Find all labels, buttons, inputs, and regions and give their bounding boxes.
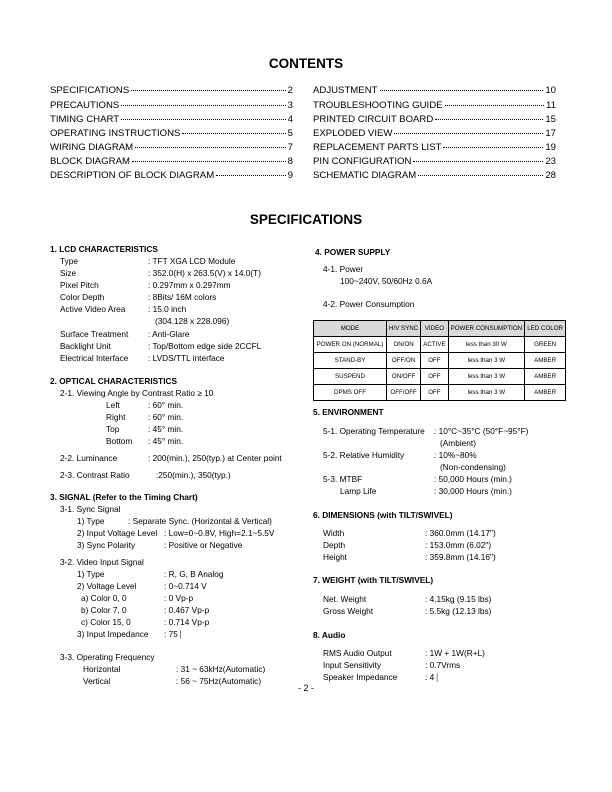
spec-label: a) Color 0, 0: [81, 593, 127, 603]
spec-value: : 0~0.714 V: [164, 581, 207, 591]
spec-label: 2-2. Luminance: [60, 453, 118, 463]
spec-value: : TFT XGA LCD Module: [148, 256, 236, 266]
spec-value: : 56 ~ 75Hz(Automatic): [176, 676, 262, 686]
spec-value: : Separate Sync. (Horizontal & Vertical): [128, 516, 272, 526]
page-number: - 2 -: [297, 683, 314, 693]
table-cell: ON/ON: [387, 337, 421, 353]
spec-value: : 15.0 inch: [148, 304, 187, 314]
weight-heading: 7. WEIGHT (with TILT/SWIVEL): [313, 575, 434, 585]
toc-item[interactable]: PIN CONFIGURATION 23: [313, 156, 556, 167]
spec-label: 2) Voltage Level: [77, 581, 137, 591]
viewing-angle-title: 2-1. Viewing Angle by Contrast Ratio ≥ 10: [60, 388, 214, 398]
spec-label: 5-2. Relative Humidity: [323, 450, 405, 460]
table-cell: AMBER: [525, 385, 566, 401]
spec-value: : 10%~80%: [434, 450, 477, 460]
spec-label: Backlight Unit: [60, 341, 111, 351]
spec-value: :250(min.), 350(typ.): [156, 470, 231, 480]
spec-value: : 0.7Vrms: [425, 660, 461, 670]
spec-value: : Low=0~0.8V, High=2.1~5.5V: [164, 528, 275, 538]
table-cell: SUSPEND: [314, 369, 387, 385]
table-cell: less than 3 W: [448, 369, 525, 385]
table-cell: OFF: [421, 385, 448, 401]
table-cell: ACTIVE: [421, 337, 448, 353]
spec-value: : 360.0mm (14.17"): [425, 528, 496, 538]
table-header-row: [314, 321, 566, 337]
table-row: [314, 337, 566, 353]
spec-label: Vertical: [83, 676, 111, 686]
spec-value: : Top/Bottom edge side 2CCFL: [148, 341, 262, 351]
spec-label: Electrical Interface: [60, 353, 129, 363]
spec-label: Depth: [323, 540, 346, 550]
spec-label: Horizontal: [83, 664, 121, 674]
toc-item[interactable]: BLOCK DIAGRAM 8: [50, 156, 293, 167]
spec-value: : 4 ⎸: [425, 672, 445, 682]
spec-value: : 0.467 Vp-p: [164, 605, 210, 615]
contents-title: CONTENTS: [268, 56, 344, 71]
spec-value: : R, G, B Analog: [164, 569, 224, 579]
spec-label: Surface Treatment: [60, 329, 129, 339]
table-header-cell: MODE: [314, 321, 387, 337]
spec-label: 1) Type: [77, 569, 105, 579]
freq-title: 3-3. Operating Frequency: [60, 652, 155, 662]
table-header-cell: POWER CONSUMPTION: [448, 321, 525, 337]
spec-label: Gross Weight: [323, 606, 374, 616]
spec-value: : 50,000 Hours (min.): [434, 474, 512, 484]
table-cell: AMBER: [525, 369, 566, 385]
toc-item[interactable]: TIMING CHART 4: [50, 114, 293, 125]
spec-value: : 359.8mm (14.16"): [425, 552, 496, 562]
audio-heading: 8. Audio: [313, 630, 346, 640]
spec-label: 3) Input Impedance: [77, 629, 149, 639]
spec-label: Pixel Pitch: [60, 280, 99, 290]
table-header-cell: VIDEO: [421, 321, 448, 337]
specifications-title: SPECIFICATIONS: [249, 212, 363, 227]
signal-heading: 3. SIGNAL (Refer to the Timing Chart): [50, 492, 198, 502]
spec-label: Active Video Area: [60, 304, 126, 314]
spec-label: 1) Type: [77, 516, 105, 526]
spec-label: Size: [60, 268, 77, 278]
spec-value: (Non-condensing): [440, 462, 506, 472]
spec-value: : LVDS/TTL interface: [148, 353, 225, 363]
dimensions-heading: 6. DIMENSIONS (with TILT/SWIVEL): [313, 510, 453, 520]
table-header-cell: H/V SYNC: [387, 321, 421, 337]
table-cell: AMBER: [525, 353, 566, 369]
environment-heading: 5. ENVIRONMENT: [313, 407, 384, 417]
toc-item[interactable]: PRINTED CIRCUIT BOARD 15: [313, 114, 556, 125]
table-cell: OFF/ON: [387, 353, 421, 369]
spec-value: : 5.5kg (12.13 lbs): [425, 606, 492, 616]
spec-label: 2) Input Voltage Level: [77, 528, 158, 538]
toc-item[interactable]: SPECIFICATIONS 2: [50, 85, 293, 96]
spec-value: : 30,000 Hours (min.): [434, 486, 512, 496]
toc-item[interactable]: SCHEMATIC DIAGRAM 28: [313, 170, 556, 181]
optical-heading: 2. OPTICAL CHARACTERISTICS: [50, 376, 178, 386]
spec-label: b) Color 7, 0: [81, 605, 127, 615]
power-consumption-table: [313, 320, 566, 401]
spec-label: Color Depth: [60, 292, 105, 302]
spec-label: 5-3. MTBF: [323, 474, 363, 484]
spec-value: : 0 Vp-p: [164, 593, 194, 603]
table-cell: OFF: [421, 353, 448, 369]
spec-label: Speaker Impedance: [323, 672, 398, 682]
toc-item[interactable]: PRECAUTIONS 3: [50, 100, 293, 111]
spec-value: : 60° min.: [148, 400, 184, 410]
spec-label: 5-1. Operating Temperature: [323, 426, 425, 436]
table-cell: OFF/OFF: [387, 385, 421, 401]
spec-label: Height: [323, 552, 347, 562]
power-title: 4-1. Power: [323, 264, 364, 274]
lcd-heading: 1. LCD CHARACTERISTICS: [50, 244, 158, 254]
spec-label: Net. Weight: [323, 594, 367, 604]
table-cell: less than 30 W: [448, 337, 525, 353]
table-cell: STAND-BY: [314, 353, 387, 369]
spec-label: RMS Audio Output: [323, 648, 392, 658]
toc-item[interactable]: REPLACEMENT PARTS LIST 19: [313, 142, 556, 153]
spec-label: 2-3. Contrast Ratio: [60, 470, 130, 480]
table-header-cell: LED COLOR: [525, 321, 566, 337]
spec-value: : 0.297mm x 0.297mm: [148, 280, 231, 290]
spec-value: : 1W + 1W(R+L): [425, 648, 485, 658]
spec-value: : 45° min.: [148, 424, 184, 434]
spec-label: Type: [60, 256, 78, 266]
table-row: [314, 385, 566, 401]
spec-label: Left: [106, 400, 120, 410]
toc-item[interactable]: ADJUSTMENT 10: [313, 85, 556, 96]
spec-value: : 60° min.: [148, 412, 184, 422]
spec-value: : 153.0mm (6.02"): [425, 540, 492, 550]
table-cell: ON/OFF: [387, 369, 421, 385]
spec-label: Top: [106, 424, 120, 434]
table-row: [314, 353, 566, 369]
spec-value: : 10°C~35°C (50°F~95°F): [434, 426, 529, 436]
spec-label: Width: [323, 528, 345, 538]
spec-value: : Positive or Negative: [164, 540, 243, 550]
spec-value: : 75 ⎸: [164, 629, 189, 639]
spec-value: : 200(min.), 250(typ.) at Center point: [148, 453, 282, 463]
spec-label: Lamp Life: [340, 486, 377, 496]
spec-label: Input Sensitivity: [323, 660, 382, 670]
table-cell: less than 3 W: [448, 353, 525, 369]
toc-item[interactable]: EXPLODED VIEW 17: [313, 128, 556, 139]
toc-item[interactable]: OPERATING INSTRUCTIONS 5: [50, 128, 293, 139]
spec-value: : 4.15kg (9.15 lbs): [425, 594, 492, 604]
table-cell: GREEN: [525, 337, 566, 353]
toc-item[interactable]: WIRING DIAGRAM 7: [50, 142, 293, 153]
table-cell: less than 3 W: [448, 385, 525, 401]
spec-value: : 31 ~ 63kHz(Automatic): [176, 664, 266, 674]
sync-title: 3-1. Sync Signal: [60, 504, 121, 514]
spec-value: : 352.0(H) x 263.5(V) x 14.0(T): [148, 268, 261, 278]
spec-label: c) Color 15, 0: [81, 617, 131, 627]
toc-item[interactable]: DESCRIPTION OF BLOCK DIAGRAM 9: [50, 170, 293, 181]
spec-label: 3) Sync Polarity: [77, 540, 136, 550]
power-value: 100~240V, 50/60Hz 0.6A: [340, 276, 433, 286]
power-consumption-title: 4-2. Power Consumption: [323, 299, 415, 309]
spec-value: : Anti-Glare: [148, 329, 190, 339]
table-cell: DPMS OFF: [314, 385, 387, 401]
table-cell: POWER ON (NORMAL): [314, 337, 387, 353]
video-title: 3-2. Video Input Signal: [60, 557, 144, 567]
table-cell: OFF: [421, 369, 448, 385]
spec-value: (Ambient): [440, 438, 476, 448]
spec-value: : 45° min.: [148, 436, 184, 446]
spec-value: (304.128 x 228.096): [155, 316, 230, 326]
spec-label: Bottom: [106, 436, 133, 446]
spec-label: Right: [106, 412, 126, 422]
power-heading: 4. POWER SUPPLY: [315, 247, 391, 257]
table-row: [314, 369, 566, 385]
spec-value: : 0.714 Vp-p: [164, 617, 210, 627]
spec-value: : 8Bits/ 16M colors: [148, 292, 217, 302]
toc-item[interactable]: TROUBLESHOOTING GUIDE 11: [313, 100, 556, 111]
